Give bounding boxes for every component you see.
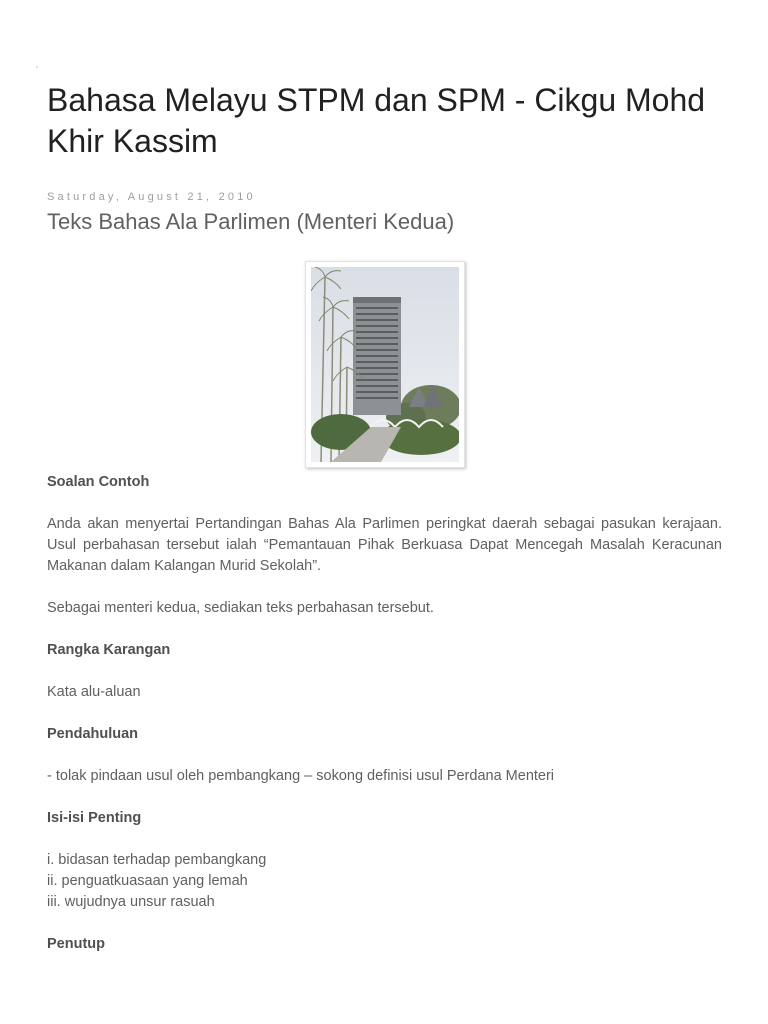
list-item: iii. wujudnya unsur rasuah xyxy=(47,894,215,910)
pendahuluan-heading: Pendahuluan xyxy=(47,726,139,742)
list-item: i. bidasan terhadap pembangkang xyxy=(47,852,267,868)
isi-heading: Isi-isi Penting xyxy=(47,810,142,826)
penutup-heading: Penutup xyxy=(47,936,105,952)
pendahuluan-text: - tolak pindaan usul oleh pembangkang – sokong definisi usul Perdana Menteri xyxy=(47,768,555,784)
list-item: ii. penguatkuasaan yang lemah xyxy=(47,873,248,889)
post-image[interactable] xyxy=(305,261,465,468)
decorative-dot xyxy=(36,66,38,68)
post-body xyxy=(47,472,722,976)
rangka-heading: Rangka Karangan xyxy=(47,642,171,658)
parliament-building-photo xyxy=(311,267,459,462)
soalan-heading: Soalan Contoh xyxy=(47,474,150,490)
post-date: Saturday, August 21, 2010 xyxy=(47,191,256,203)
soalan-instruction: Sebagai menteri kedua, sediakan teks perbahasan tersebut. xyxy=(47,600,434,616)
post-title[interactable]: Teks Bahas Ala Parlimen (Menteri Kedua) xyxy=(47,209,455,234)
soalan-paragraph: Anda akan menyertai Pertandingan Bahas Ala Parlimen peringkat daerah sebagai pasukan kerajaan. Usul perbahasan tersebut ialah “Pemantauan Pihak Berkuasa Dapat Mencegah Masalah Keracunan Makanan dalam Kalangan Murid Sekolah”. xyxy=(47,516,722,574)
isi-list xyxy=(47,850,722,913)
blog-title[interactable]: Bahasa Melayu STPM dan SPM - Cikgu Mohd Khir Kassim xyxy=(47,82,706,159)
kata-alu-aluan: Kata alu-aluan xyxy=(47,684,141,700)
